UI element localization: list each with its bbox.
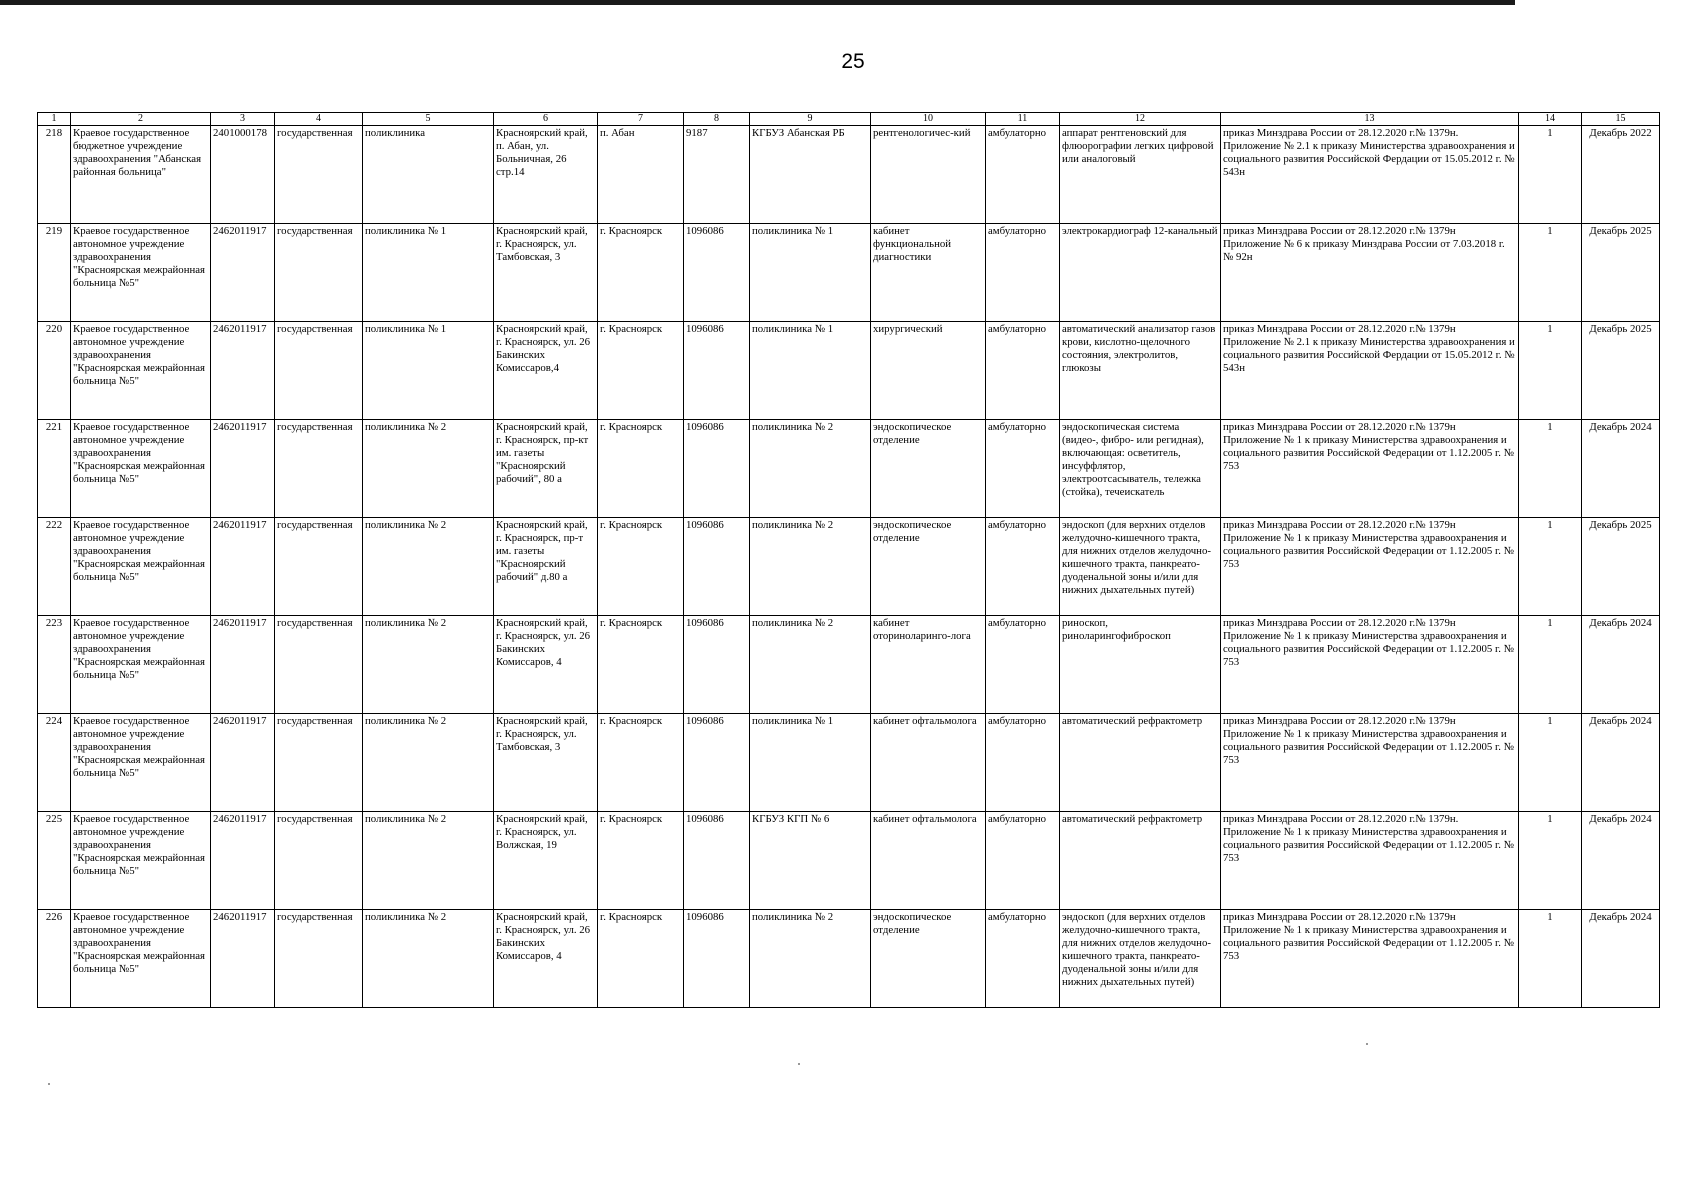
legal-basis-cell: приказ Минздрава России от 28.12.2020 г.№ 1379н Приложение № 1 к приказу Министерства здравоохранения и социального развития Российской Федерации от 1.12.2005 г. № 753: [1221, 910, 1519, 1008]
population-cell: 9187: [684, 126, 750, 224]
ownership-cell: государственная: [275, 714, 363, 812]
legal-basis-cell: приказ Минздрава России от 28.12.2020 г.№ 1379н Приложение № 1 к приказу Министерства здравоохранения и социального развития Российской Федерации от 1.12.2005 г. № 753: [1221, 518, 1519, 616]
inn-cell: 2462011917: [211, 910, 275, 1008]
date-cell: Декабрь 2025: [1582, 518, 1660, 616]
inn-cell: 2462011917: [211, 518, 275, 616]
column-header: 9: [750, 113, 871, 126]
row-number-cell: 224: [38, 714, 71, 812]
row-number-cell: 226: [38, 910, 71, 1008]
row-number-cell: 220: [38, 322, 71, 420]
department-cell: кабинет оториноларинго-лога: [871, 616, 986, 714]
department-cell: рентгенологичес-кий: [871, 126, 986, 224]
table-row: [38, 616, 1660, 714]
division-cell: поликлиника № 1: [750, 322, 871, 420]
legal-basis-cell: приказ Минздрава России от 28.12.2020 г.№ 1379н Приложение № 1 к приказу Министерства здравоохранения и социального развития Российской Федерации от 1.12.2005 г. № 753: [1221, 616, 1519, 714]
organization-cell: Краевое государственное автономное учреждение здравоохранения "Красноярская межрайонная больница №5": [71, 812, 211, 910]
column-number-row: [38, 113, 1660, 126]
column-header: 2: [71, 113, 211, 126]
table-row: [38, 420, 1660, 518]
address-cell: Красноярский край, п. Абан, ул. Больничная, 26 стр.14: [494, 126, 598, 224]
row-number-cell: 222: [38, 518, 71, 616]
unit-cell: поликлиника № 1: [363, 224, 494, 322]
population-cell: 1096086: [684, 714, 750, 812]
division-cell: поликлиника № 1: [750, 224, 871, 322]
date-cell: Декабрь 2022: [1582, 126, 1660, 224]
ownership-cell: государственная: [275, 812, 363, 910]
date-cell: Декабрь 2024: [1582, 420, 1660, 518]
unit-cell: поликлиника № 1: [363, 322, 494, 420]
organization-cell: Краевое государственное автономное учреждение здравоохранения "Красноярская межрайонная больница №5": [71, 518, 211, 616]
unit-cell: поликлиника № 2: [363, 714, 494, 812]
legal-basis-cell: приказ Минздрава России от 28.12.2020 г.№ 1379н. Приложение № 2.1 к приказу Министерства здравоохранения и социального развития Российской Фердации от 15.05.2012 г. № 543н: [1221, 126, 1519, 224]
department-cell: эндоскопическое отделение: [871, 910, 986, 1008]
column-header: 12: [1060, 113, 1221, 126]
equipment-table: [37, 112, 1660, 1008]
quantity-cell: 1: [1519, 420, 1582, 518]
settlement-cell: г. Красноярск: [598, 224, 684, 322]
ownership-cell: государственная: [275, 224, 363, 322]
column-header: 10: [871, 113, 986, 126]
settlement-cell: г. Красноярск: [598, 616, 684, 714]
equipment-cell: автоматический анализатор газов крови, кислотно-щелочного состояния, электролитов, глюкозы: [1060, 322, 1221, 420]
table-row: [38, 714, 1660, 812]
inn-cell: 2462011917: [211, 812, 275, 910]
row-number-cell: 223: [38, 616, 71, 714]
column-header: 7: [598, 113, 684, 126]
row-number-cell: 221: [38, 420, 71, 518]
table-row: [38, 910, 1660, 1008]
column-header: 11: [986, 113, 1060, 126]
column-header: 3: [211, 113, 275, 126]
organization-cell: Краевое государственное автономное учреждение здравоохранения "Красноярская межрайонная больница №5": [71, 224, 211, 322]
division-cell: КГБУЗ Абанская РБ: [750, 126, 871, 224]
table-row: [38, 518, 1660, 616]
address-cell: Красноярский край, г. Красноярск, ул. 26 Бакинских Комиссаров, 4: [494, 616, 598, 714]
ownership-cell: государственная: [275, 420, 363, 518]
column-header: 15: [1582, 113, 1660, 126]
equipment-cell: эндоскоп (для верхних отделов желудочно-кишечного тракта, для нижних отделов желудочно-кишечного тракта, панкреато-дуоденальной зоны и/или для нижних дыхательных путей): [1060, 910, 1221, 1008]
scan-speck: [798, 1063, 800, 1065]
column-header: 14: [1519, 113, 1582, 126]
table-row: [38, 126, 1660, 224]
settlement-cell: г. Красноярск: [598, 322, 684, 420]
date-cell: Декабрь 2025: [1582, 224, 1660, 322]
department-cell: эндоскопическое отделение: [871, 518, 986, 616]
date-cell: Декабрь 2024: [1582, 714, 1660, 812]
organization-cell: Краевое государственное бюджетное учреждение здравоохранения "Абанская районная больница": [71, 126, 211, 224]
settlement-cell: г. Красноярск: [598, 812, 684, 910]
unit-cell: поликлиника № 2: [363, 518, 494, 616]
inn-cell: 2462011917: [211, 420, 275, 518]
column-header: 13: [1221, 113, 1519, 126]
organization-cell: Краевое государственное автономное учреждение здравоохранения "Красноярская межрайонная больница №5": [71, 910, 211, 1008]
row-number-cell: 218: [38, 126, 71, 224]
column-header: 1: [38, 113, 71, 126]
division-cell: поликлиника № 2: [750, 910, 871, 1008]
settlement-cell: п. Абан: [598, 126, 684, 224]
quantity-cell: 1: [1519, 126, 1582, 224]
unit-cell: поликлиника № 2: [363, 910, 494, 1008]
unit-cell: поликлиника № 2: [363, 616, 494, 714]
department-cell: хирургический: [871, 322, 986, 420]
address-cell: Красноярский край, г. Красноярск, ул. 26 Бакинских Комиссаров,4: [494, 322, 598, 420]
quantity-cell: 1: [1519, 812, 1582, 910]
address-cell: Красноярский край, г. Красноярск, ул. 26 Бакинских Комиссаров, 4: [494, 910, 598, 1008]
organization-cell: Краевое государственное автономное учреждение здравоохранения "Красноярская межрайонная больница №5": [71, 616, 211, 714]
unit-cell: поликлиника № 2: [363, 812, 494, 910]
population-cell: 1096086: [684, 224, 750, 322]
equipment-cell: риноскоп, риноларингофиброскоп: [1060, 616, 1221, 714]
department-cell: эндоскопическое отделение: [871, 420, 986, 518]
table-row: [38, 322, 1660, 420]
ownership-cell: государственная: [275, 322, 363, 420]
division-cell: поликлиника № 1: [750, 714, 871, 812]
equipment-cell: автоматический рефрактометр: [1060, 714, 1221, 812]
settlement-cell: г. Красноярск: [598, 518, 684, 616]
population-cell: 1096086: [684, 518, 750, 616]
mode-cell: амбулаторно: [986, 518, 1060, 616]
address-cell: Красноярский край, г. Красноярск, ул. Тамбовская, 3: [494, 714, 598, 812]
column-header: 6: [494, 113, 598, 126]
scan-speck: [48, 1083, 50, 1085]
table-body: [38, 126, 1660, 1008]
row-number-cell: 225: [38, 812, 71, 910]
table-row: [38, 224, 1660, 322]
organization-cell: Краевое государственное автономное учреждение здравоохранения "Красноярская межрайонная больница №5": [71, 420, 211, 518]
quantity-cell: 1: [1519, 910, 1582, 1008]
population-cell: 1096086: [684, 420, 750, 518]
mode-cell: амбулаторно: [986, 224, 1060, 322]
division-cell: поликлиника № 2: [750, 518, 871, 616]
date-cell: Декабрь 2024: [1582, 616, 1660, 714]
table-row: [38, 812, 1660, 910]
date-cell: Декабрь 2024: [1582, 910, 1660, 1008]
inn-cell: 2462011917: [211, 616, 275, 714]
department-cell: кабинет офтальмолога: [871, 714, 986, 812]
column-header: 8: [684, 113, 750, 126]
equipment-cell: эндоскопическая система (видео-, фибро- или регидная), включающая: осветитель, инсуффлятор, электроотсасыватель, тележка (стойка), течеискатель: [1060, 420, 1221, 518]
scan-speck: [1366, 1043, 1368, 1045]
division-cell: поликлиника № 2: [750, 616, 871, 714]
ownership-cell: государственная: [275, 126, 363, 224]
settlement-cell: г. Красноярск: [598, 420, 684, 518]
settlement-cell: г. Красноярск: [598, 714, 684, 812]
page-number: 25: [841, 50, 865, 73]
unit-cell: поликлиника: [363, 126, 494, 224]
mode-cell: амбулаторно: [986, 322, 1060, 420]
inn-cell: 2462011917: [211, 714, 275, 812]
address-cell: Красноярский край, г. Красноярск, пр-т им. газеты "Красноярский рабочий" д.80 а: [494, 518, 598, 616]
ownership-cell: государственная: [275, 616, 363, 714]
equipment-cell: аппарат рентгеновский для флюорографии легких цифровой или аналоговый: [1060, 126, 1221, 224]
legal-basis-cell: приказ Минздрава России от 28.12.2020 г.№ 1379н Приложение № 2.1 к приказу Министерства здравоохранения и социального развития Российской Фердации от 15.05.2012 г. № 543н: [1221, 322, 1519, 420]
settlement-cell: г. Красноярск: [598, 910, 684, 1008]
mode-cell: амбулаторно: [986, 126, 1060, 224]
scan-top-border: [0, 0, 1515, 5]
population-cell: 1096086: [684, 910, 750, 1008]
address-cell: Красноярский край, г. Красноярск, ул. Волжская, 19: [494, 812, 598, 910]
ownership-cell: государственная: [275, 910, 363, 1008]
legal-basis-cell: приказ Минздрава России от 28.12.2020 г.№ 1379н. Приложение № 1 к приказу Министерства здравоохранения и социального развития Российской Федерации от 1.12.2005 г. № 753: [1221, 812, 1519, 910]
quantity-cell: 1: [1519, 518, 1582, 616]
population-cell: 1096086: [684, 616, 750, 714]
ownership-cell: государственная: [275, 518, 363, 616]
unit-cell: поликлиника № 2: [363, 420, 494, 518]
quantity-cell: 1: [1519, 714, 1582, 812]
organization-cell: Краевое государственное автономное учреждение здравоохранения "Красноярская межрайонная больница №5": [71, 322, 211, 420]
row-number-cell: 219: [38, 224, 71, 322]
mode-cell: амбулаторно: [986, 812, 1060, 910]
mode-cell: амбулаторно: [986, 910, 1060, 1008]
organization-cell: Краевое государственное автономное учреждение здравоохранения "Красноярская межрайонная больница №5": [71, 714, 211, 812]
equipment-cell: эндоскоп (для верхних отделов желудочно-кишечного тракта, для нижних отделов желудочно-кишечного тракта, панкреато-дуоденальной зоны и/или для нижних дыхательных путей): [1060, 518, 1221, 616]
legal-basis-cell: приказ Минздрава России от 28.12.2020 г.№ 1379н Приложение № 1 к приказу Министерства здравоохранения и социального развития Российской Федерации от 1.12.2005 г. № 753: [1221, 420, 1519, 518]
mode-cell: амбулаторно: [986, 616, 1060, 714]
legal-basis-cell: приказ Минздрава России от 28.12.2020 г.№ 1379н Приложение № 6 к приказу Минздрава России от 7.03.2018 г. № 92н: [1221, 224, 1519, 322]
address-cell: Красноярский край, г. Красноярск, ул. Тамбовская, 3: [494, 224, 598, 322]
mode-cell: амбулаторно: [986, 714, 1060, 812]
division-cell: КГБУЗ КГП № 6: [750, 812, 871, 910]
inn-cell: 2462011917: [211, 224, 275, 322]
equipment-cell: автоматический рефрактометр: [1060, 812, 1221, 910]
column-header: 4: [275, 113, 363, 126]
department-cell: кабинет функциональной диагностики: [871, 224, 986, 322]
mode-cell: амбулаторно: [986, 420, 1060, 518]
date-cell: Декабрь 2025: [1582, 322, 1660, 420]
inn-cell: 2462011917: [211, 322, 275, 420]
quantity-cell: 1: [1519, 224, 1582, 322]
address-cell: Красноярский край, г. Красноярск, пр-кт им. газеты "Красноярский рабочий", 80 а: [494, 420, 598, 518]
population-cell: 1096086: [684, 812, 750, 910]
department-cell: кабинет офтальмолога: [871, 812, 986, 910]
quantity-cell: 1: [1519, 322, 1582, 420]
inn-cell: 2401000178: [211, 126, 275, 224]
population-cell: 1096086: [684, 322, 750, 420]
division-cell: поликлиника № 2: [750, 420, 871, 518]
date-cell: Декабрь 2024: [1582, 812, 1660, 910]
column-header: 5: [363, 113, 494, 126]
legal-basis-cell: приказ Минздрава России от 28.12.2020 г.№ 1379н Приложение № 1 к приказу Министерства здравоохранения и социального развития Российской Федерации от 1.12.2005 г. № 753: [1221, 714, 1519, 812]
quantity-cell: 1: [1519, 616, 1582, 714]
equipment-cell: электрокардиограф 12-канальный: [1060, 224, 1221, 322]
